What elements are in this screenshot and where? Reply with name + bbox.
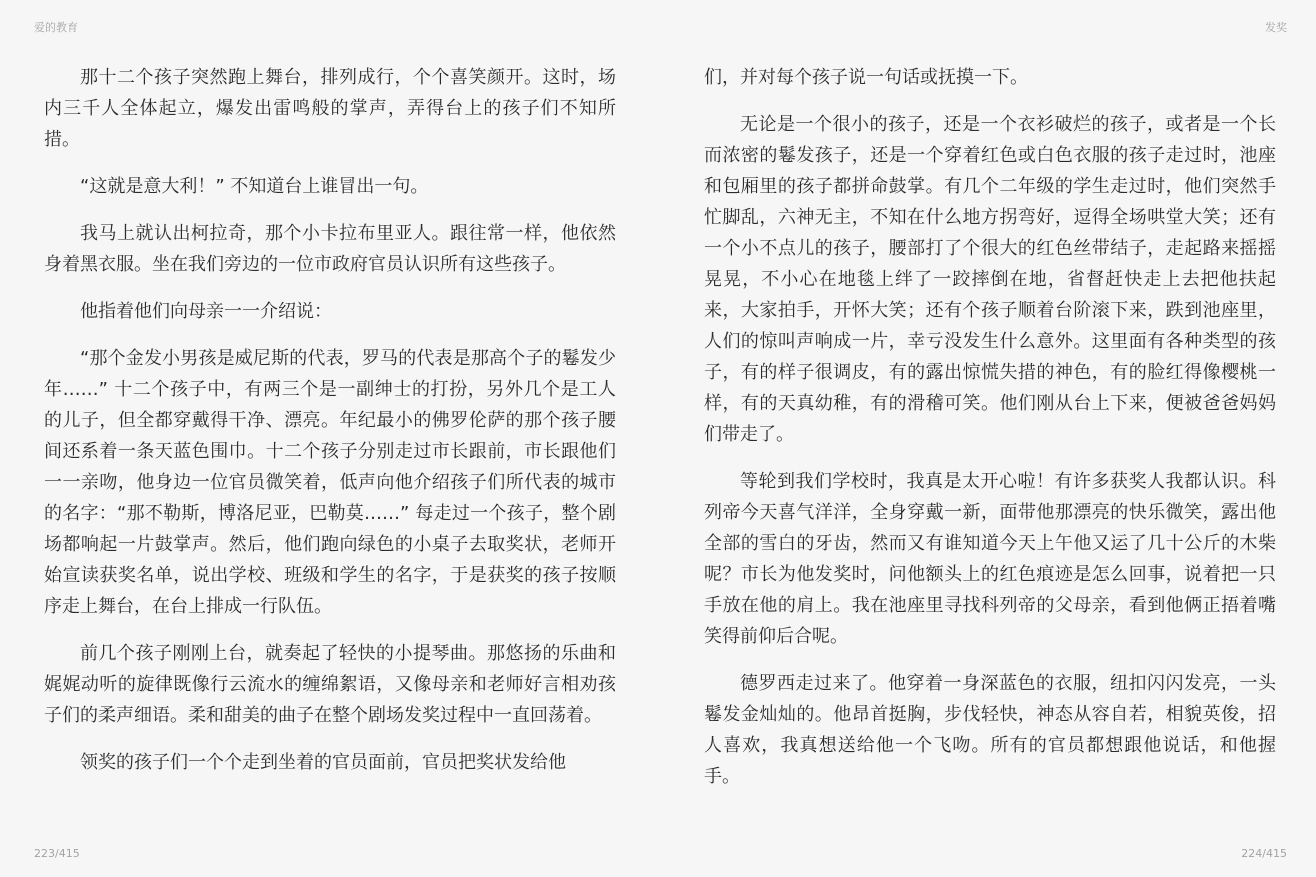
right-page xyxy=(704,62,1276,822)
paragraph: 德罗西走过来了。他穿着一身深蓝色的衣服，纽扣闪闪发亮，一头鬈发金灿灿的。他昂首挺胸，步伐轻快，神态从容自若，相貌英俊，招人喜欢，我真想送给他一个飞吻。所有的官员都想跟他说话，和他握手。 xyxy=(704,673,1276,787)
book-title: 爱的教育 xyxy=(34,21,78,34)
paragraph: “那个金发小男孩是威尼斯的代表，罗马的代表是那高个子的鬈发少年……” 十二个孩子中，有两三个是一副绅士的打扮，另外几个是工人的儿子，但全都穿戴得干净、漂亮。年纪最小的佛罗伦萨的那个孩子腰间还系着一条天蓝色围巾。十二个孩子分别走过市长跟前，市长跟他们一一亲吻，他身边一位官员微笑着，低声向他介绍孩子们所代表的城市的名字：“那不勒斯，博洛尼亚，巴勒莫……” 每走过一个孩子，整个剧场都响起一片鼓掌声。然后，他们跑向绿色的小桌子去取奖状，老师开始宣读获奖名单，说出学校、班级和学生的名字，于是获奖的孩子按顺序走上舞台，在台上排成一行队伍。 xyxy=(44,348,616,617)
right-page-number: 224/415 xyxy=(1241,847,1287,860)
paragraph: 那十二个孩子突然跑上舞台，排列成行，个个喜笑颜开。这时，场内三千人全体起立，爆发出雷鸣般的掌声，弄得台上的孩子们不知所措。 xyxy=(44,67,616,150)
paragraph: 无论是一个很小的孩子，还是一个衣衫破烂的孩子，或者是一个长而浓密的鬈发孩子，还是一个穿着红色或白色衣服的孩子走过时，池座和包厢里的孩子都拼命鼓掌。有几个二年级的学生走过时，他们突然手忙脚乱，六神无主，不知在什么地方拐弯好，逗得全场哄堂大笑；还有一个小不点儿的孩子，腰部打了个很大的红色丝带结子，走起路来摇摇晃晃，不小心在地毯上绊了一跤摔倒在地，省督赶快走上去把他扶起来，大家拍手，开怀大笑；还有个孩子顺着台阶滚下来，跌到池座里，人们的惊叫声响成一片，幸亏没发生什么意外。这里面有各种类型的孩子，有的样子很调皮，有的露出惊慌失措的神色，有的脸红得像樱桃一样，有的天真幼稚，有的滑稽可笑。他们刚从台上下来，便被爸爸妈妈们带走了。 xyxy=(704,114,1276,445)
chapter-title: 发奖 xyxy=(1265,21,1287,34)
paragraph: 领奖的孩子们一个个走到坐着的官员面前，官员把奖状发给他 xyxy=(80,752,566,773)
paragraph: 前几个孩子刚刚上台，就奏起了轻快的小提琴曲。那悠扬的乐曲和娓娓动听的旋律既像行云流水的缠绵絮语，又像母亲和老师好言相劝孩子们的柔声细语。柔和甜美的曲子在整个剧场发奖过程中一直回荡着。 xyxy=(44,643,616,726)
paragraph: “这就是意大利！” 不知道台上谁冒出一句。 xyxy=(80,176,429,197)
left-page xyxy=(44,62,616,822)
paragraph: 他指着他们向母亲一一介绍说： xyxy=(80,301,332,322)
left-page-number: 223/415 xyxy=(34,847,80,860)
paragraph: 我马上就认出柯拉奇，那个小卡拉布里亚人。跟往常一样，他依然身着黑衣服。坐在我们旁边的一位市政府官员认识所有这些孩子。 xyxy=(44,223,616,275)
paragraph: 等轮到我们学校时，我真是太开心啦！有许多获奖人我都认识。科列帝今天喜气洋洋，全身穿戴一新，面带他那漂亮的快乐微笑，露出他全部的雪白的牙齿，然而又有谁知道今天上午他又运了几十公斤的木柴呢？市长为他发奖时，问他额头上的红色痕迹是怎么回事，说着把一只手放在他的肩上。我在池座里寻找科列帝的父母亲，看到他俩正捂着嘴笑得前仰后合呢。 xyxy=(704,471,1276,647)
paragraph-continuation: 们，并对每个孩子说一句话或抚摸一下。 xyxy=(704,67,1028,88)
